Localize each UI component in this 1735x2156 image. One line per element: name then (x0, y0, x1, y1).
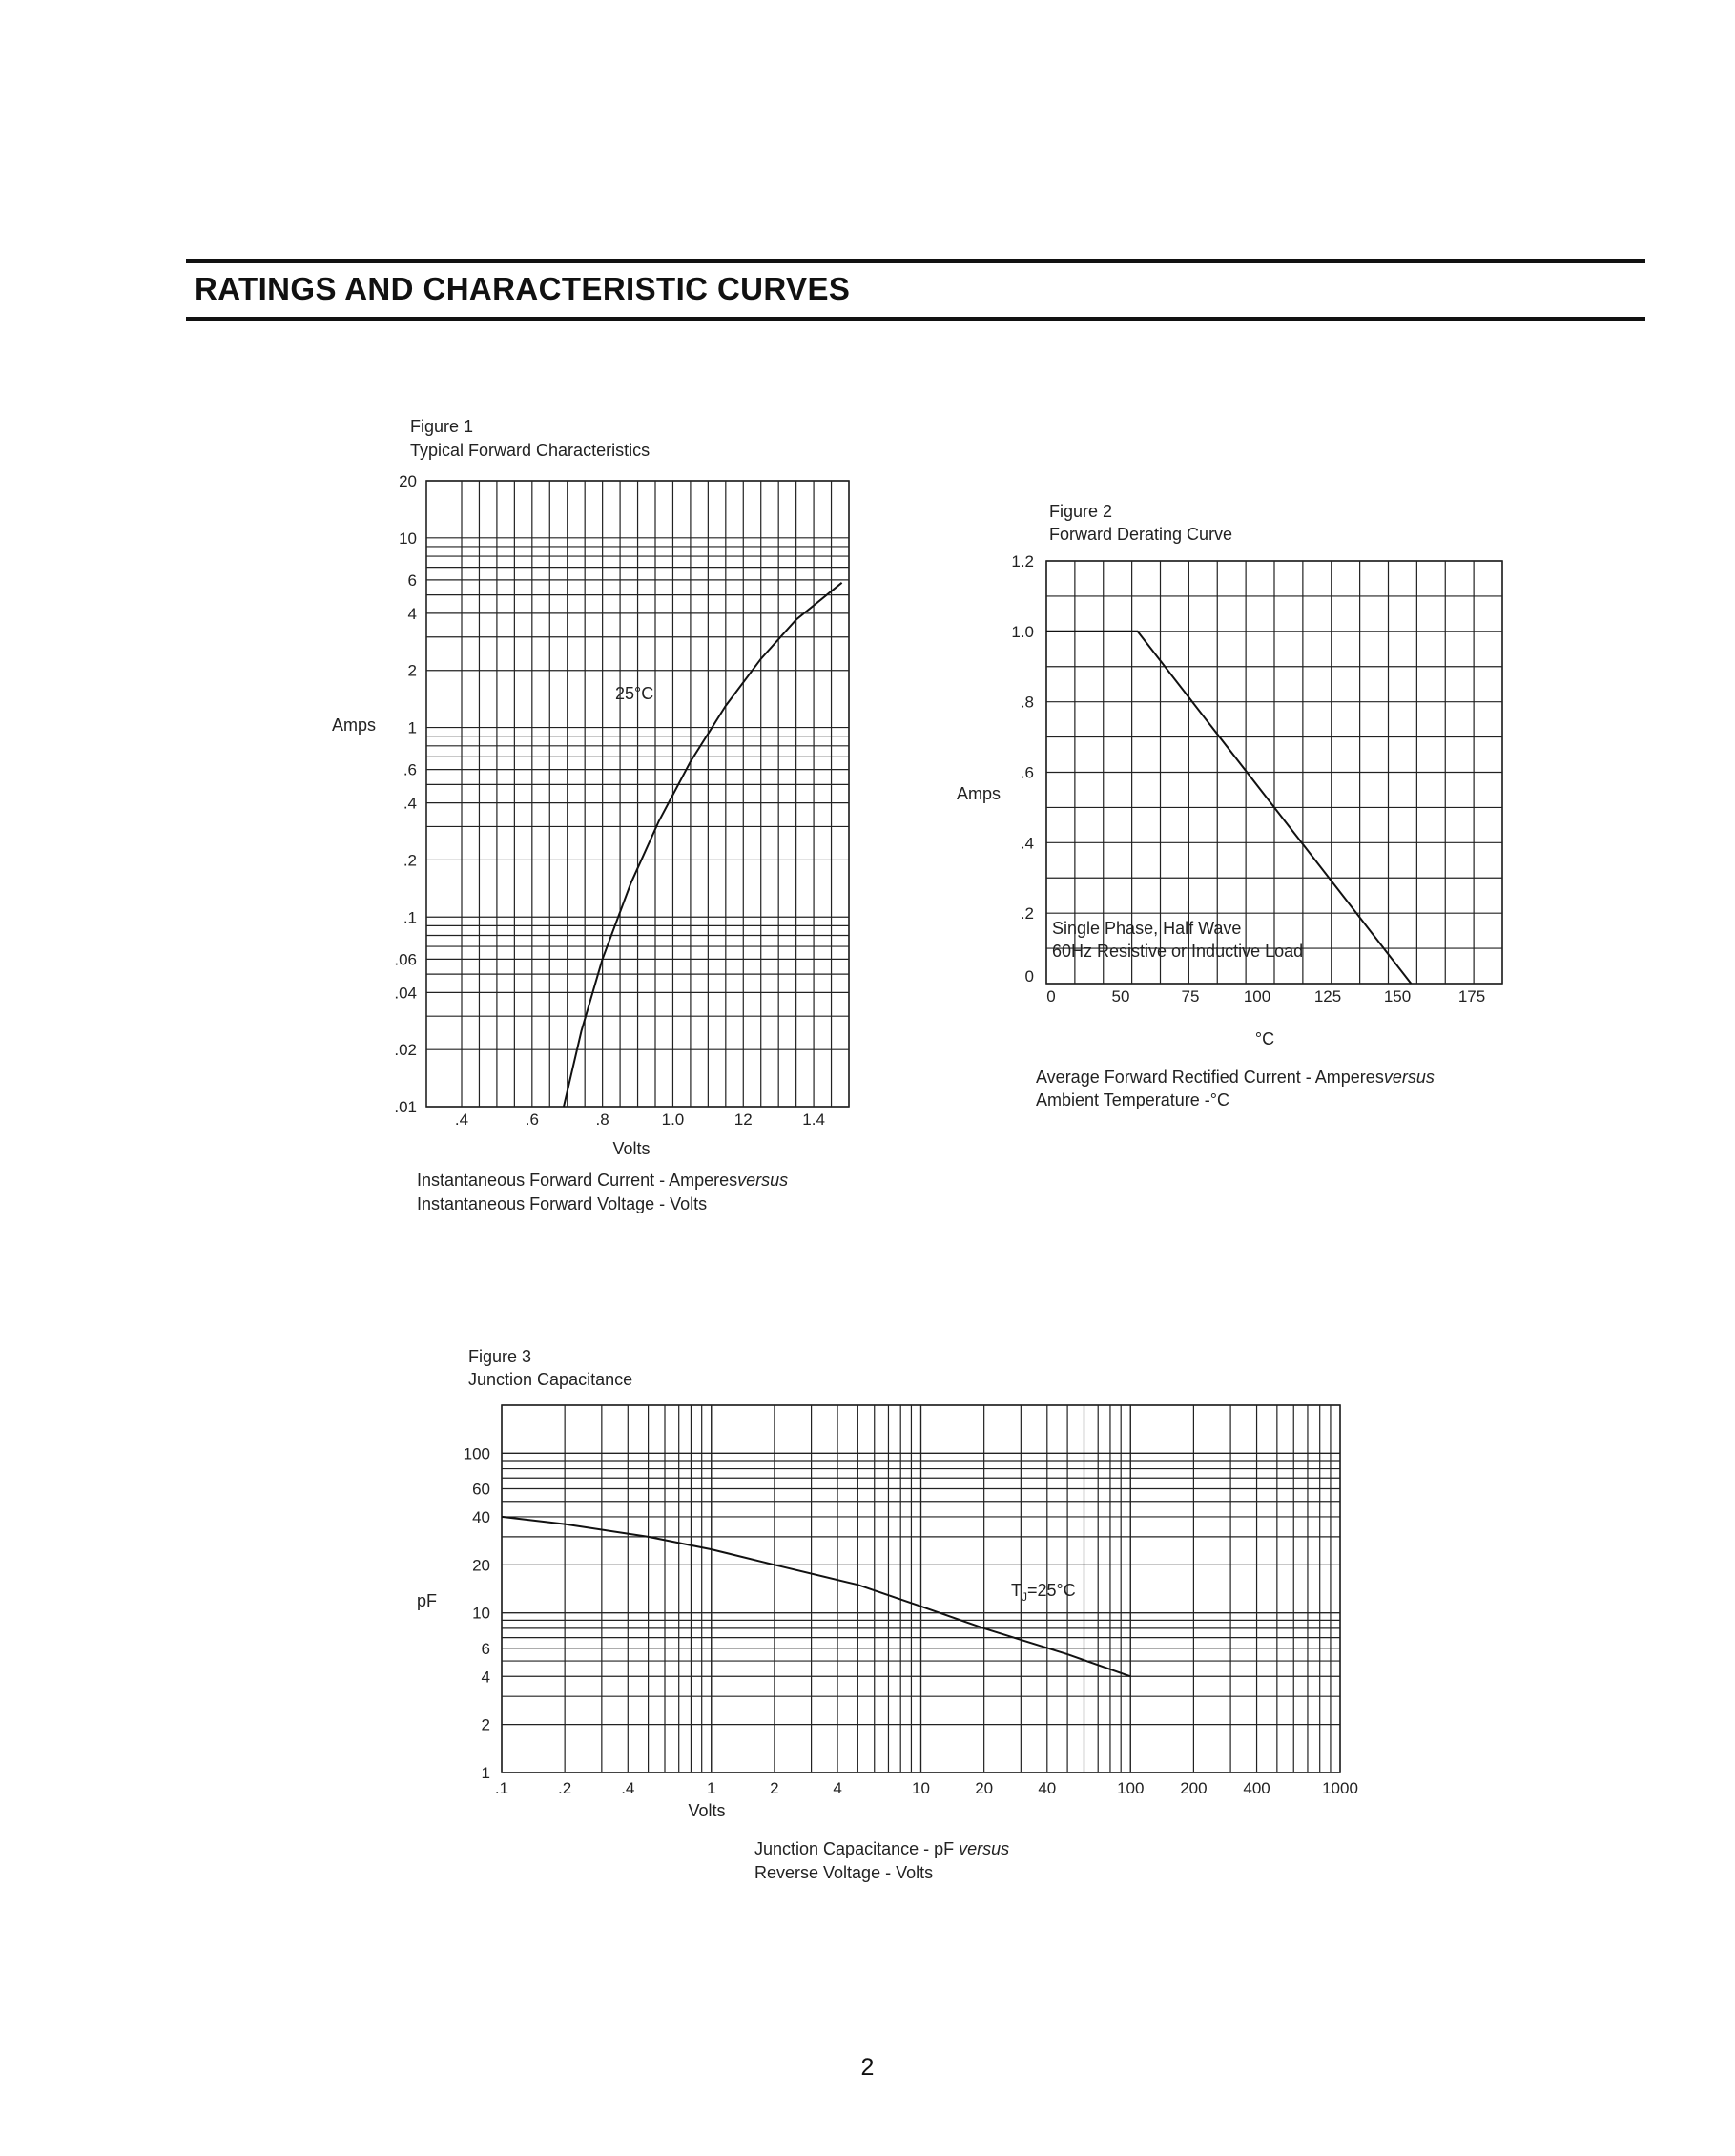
figure-2-annotation-line2: 60Hz Resistive or Inductive Load (1052, 942, 1304, 961)
figure-2-y-tick-label: 0 (1024, 967, 1034, 985)
figure-1-y-tick-label: .01 (394, 1098, 417, 1116)
figure-1-caption-line2: Instantaneous Forward Voltage - Volts (417, 1194, 708, 1213)
figure-2-x-tick-label: 175 (1457, 987, 1486, 1005)
figure-3-x-tick-label: .4 (621, 1779, 635, 1797)
figure-1-title: Typical Forward Characteristics (410, 441, 651, 460)
figure-1-y-tick-label: .04 (394, 984, 417, 1003)
figure-3-temperature-annotation: $T_J=25^\circ C$ (1011, 1581, 1076, 1604)
figure-3-y-tick-label: 10 (472, 1604, 490, 1623)
figure-2-x-tick-label: 50 (1111, 987, 1130, 1005)
figure-3-y-tick-label: 20 (472, 1556, 490, 1575)
figure-2-y-tick-label: 1.2 (1011, 552, 1034, 570)
figure-2-y-tick-label: 1.0 (1011, 622, 1034, 641)
figure-1-caption-line1: Instantaneous Forward Current - Amperesversus (417, 1171, 789, 1190)
figure-3-x-tick-label: 10 (912, 1779, 930, 1797)
figure-3-x-tick-label: .1 (494, 1779, 509, 1797)
figure-1-y-tick-label: 4 (407, 604, 417, 623)
figure-3-y-tick-label: 100 (463, 1444, 490, 1463)
figure-1-label: Figure 1 (410, 417, 474, 436)
figure-1-x-axis-label: Volts (612, 1139, 651, 1158)
figure-3-x-tick-label: .2 (558, 1779, 572, 1797)
figure-1-x-tick-label: 12 (733, 1110, 753, 1129)
figure-1-y-tick-label: .02 (394, 1041, 417, 1060)
figure-3-caption-line1: Junction Capacitance - pF versus (754, 1839, 1010, 1858)
figure-3-y-tick-label: 2 (481, 1715, 490, 1734)
figure-1-y-tick-label: 20 (399, 472, 417, 490)
figure-2-x-tick-label: 0 (1046, 987, 1056, 1005)
figure-2-caption-line1: Average Forward Rectified Current - Amperesversus (1036, 1068, 1435, 1087)
page-number: 2 (860, 2054, 875, 2081)
figure-3-x-tick-label: 40 (1038, 1779, 1057, 1797)
figure-1-y-tick-label: .1 (403, 908, 417, 927)
page-heading: RATINGS AND CHARACTERISTIC CURVES (195, 271, 851, 306)
figure-3-x-tick-label: 2 (770, 1779, 779, 1797)
figure-3-y-tick-label: 6 (481, 1639, 490, 1658)
figure-2-y-tick-label: .6 (1020, 763, 1034, 782)
figure-3-x-tick-label: 1000 (1322, 1779, 1358, 1797)
figure-1-y-tick-label: 10 (399, 529, 417, 548)
figure-2-y-tick-label: .4 (1020, 834, 1034, 853)
figure-1-x-tick-label: .6 (525, 1110, 539, 1129)
figure-1-y-axis-label: Amps (332, 715, 377, 735)
figure-3-y-axis-label: pF (417, 1591, 438, 1610)
figure-3-y-tick-label: 40 (472, 1507, 490, 1526)
figure-3-y-tick-label: 60 (472, 1480, 490, 1499)
figure-1-temperature-annotation: 25°C (615, 684, 654, 703)
figure-1-y-tick-label: .2 (403, 851, 417, 870)
figure-3-x-tick-label: 20 (975, 1779, 994, 1797)
figure-3-x-tick-label: 4 (833, 1779, 842, 1797)
figure-2-y-axis-label: Amps (957, 784, 1002, 803)
figure-1-x-tick-label: .8 (595, 1110, 609, 1129)
figure-3-title: Junction Capacitance (468, 1370, 633, 1389)
figure-3-y-tick-label: 4 (481, 1668, 490, 1687)
figure-1-y-tick-label: .06 (394, 950, 417, 969)
figure-1-y-tick-label: 6 (407, 570, 417, 590)
figure-2-y-tick-label: .2 (1020, 904, 1034, 923)
figure-3-x-tick-label: 100 (1117, 1779, 1145, 1797)
figure-2-x-tick-label: 150 (1383, 987, 1412, 1005)
figure-2-x-axis-label: °C (1254, 1029, 1275, 1048)
figure-3-caption-line2: Reverse Voltage - Volts (754, 1863, 934, 1882)
figure-3-x-tick-label: 1 (707, 1779, 716, 1797)
figure-1-x-tick-label: 1.4 (802, 1110, 825, 1129)
figure-2-x-tick-label: 75 (1181, 987, 1200, 1005)
figure-2-x-tick-label: 100 (1243, 987, 1271, 1005)
figure-1-x-tick-label: 1.0 (661, 1110, 685, 1129)
figure-2-label: Figure 2 (1049, 502, 1113, 521)
figure-3-x-tick-label: 200 (1180, 1779, 1208, 1797)
figure-1-y-tick-label: 2 (407, 661, 417, 680)
figure-3-label: Figure 3 (468, 1347, 532, 1366)
figure-2-annotation-line1: Single Phase, Half Wave (1052, 919, 1242, 938)
figure-3-x-tick-label: 400 (1243, 1779, 1270, 1797)
figure-3-y-tick-label: 1 (481, 1764, 490, 1782)
figure-1-x-tick-label: .4 (454, 1110, 469, 1129)
figure-2-caption-line2: Ambient Temperature -°C (1036, 1090, 1229, 1109)
figure-2-y-tick-label: .8 (1020, 693, 1034, 712)
figure-2-title: Forward Derating Curve (1049, 525, 1233, 544)
figure-1-y-tick-label: .4 (403, 794, 417, 813)
figure-3-x-axis-label: Volts (688, 1801, 726, 1820)
figure-1-y-tick-label: .6 (403, 760, 417, 779)
figure-1-y-tick-label: 1 (407, 718, 417, 737)
figure-2-x-tick-label: 125 (1313, 987, 1342, 1005)
